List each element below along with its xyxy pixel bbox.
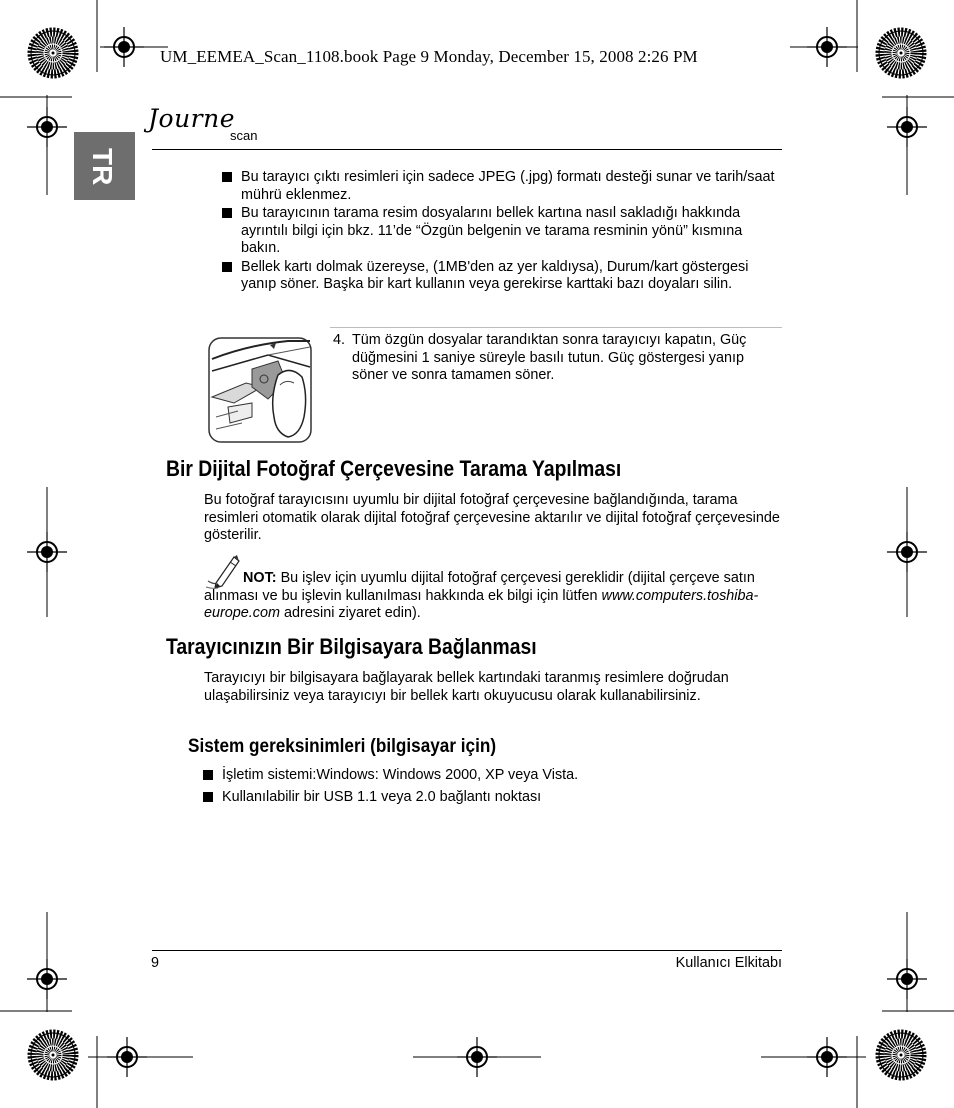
- section-paragraph-computer: Tarayıcıyı bir bilgisayara bağlayarak bellek kartındaki taranmış resimlere doğrudan ulaşabilirsiniz veya tarayıcıyı bir bellek kartı okuyucusu olarak kullanabilirsiniz.: [204, 670, 729, 704]
- note-paragraph: [204, 570, 784, 623]
- square-bullet-icon: [203, 770, 213, 780]
- toshiba-url-link[interactable]: www.computers.toshiba-europe.com: [204, 587, 759, 621]
- square-bullet-icon: [222, 208, 232, 218]
- logo-small-text: scan: [230, 128, 258, 143]
- list-item-text: Bellek kartı dolmak üzereyse, (1MB'den az yer kaldıysa), Durum/kart göstergesi yanıp söner. Başka bir kart kullanın veya gerekirse karttaki bazı doyaları silin.: [241, 258, 749, 292]
- file-info-header: UM_EEMEA_Scan_1108.book Page 9 Monday, December 15, 2008 2:26 PM: [160, 47, 698, 66]
- list-item: [203, 767, 783, 785]
- list-item-text: Kullanılabilir bir USB 1.1 veya 2.0 bağlantı noktası: [222, 788, 542, 805]
- subheading-system-requirements: Sistem gereksinimleri (bilgisayar için): [188, 735, 497, 757]
- section-heading-photo-frame: Bir Dijital Fotoğraf Çerçevesine Tarama Yapılması: [166, 456, 622, 481]
- step-text: Tüm özgün dosyalar tarandıktan sonra tarayıcıyı kapatın, Güç düğmesini 1 saniye süreyle basılı tutun. Güç göstergesi yanıp söner ve sonra tamamen söner.: [352, 332, 747, 383]
- page-number: 9: [151, 955, 160, 971]
- list-item-text: Bu tarayıcının tarama resim dosyalarını bellek kartına nasıl sakladığı hakkında ayrıntılı bilgi için bkz. 11’de “Özgün belgenin ve tarama resminin yönü” kısmına bakın.: [241, 205, 743, 256]
- list-item: [222, 169, 782, 204]
- list-item-text: Bu tarayıcı çıktı resimleri için sadece JPEG (.jpg) formatı desteği sunar ve tarih/saat mührü eklenmez.: [241, 169, 775, 203]
- step-rule: [330, 327, 782, 328]
- note-label: NOT:: [243, 570, 277, 586]
- step-4: [333, 332, 782, 385]
- list-item: [222, 205, 782, 258]
- language-tab-label: TR: [87, 148, 118, 186]
- square-bullet-icon: [222, 172, 232, 182]
- requirements-list: [203, 767, 783, 810]
- language-tab: [74, 132, 135, 200]
- power-button-illustration: [208, 337, 312, 443]
- section-heading-computer: Tarayıcınızın Bir Bilgisayara Bağlanması: [166, 634, 537, 659]
- note-text-after: adresini ziyaret edin).: [280, 605, 421, 621]
- section-paragraph-photo-frame: Bu fotoğraf tarayıcısını uyumlu bir dijital fotoğraf çerçevesine bağlandığında, tarama resimleri otomatik olarak dijital fotoğraf çerçevesine aktarılır ve dijital fotoğraf çerçevesinde gösterilir.: [204, 492, 780, 543]
- square-bullet-icon: [222, 262, 232, 272]
- footer-rule: [152, 950, 782, 951]
- step-number: 4.: [333, 332, 346, 348]
- journe-scan-logo: [148, 104, 278, 152]
- list-item: [203, 789, 783, 807]
- logo-script-text: Journe: [148, 104, 236, 133]
- list-item-text: İşletim sistemi:Windows: Windows 2000, XP veya Vista.: [222, 767, 579, 783]
- header-rule: [152, 149, 782, 150]
- square-bullet-icon: [203, 792, 213, 802]
- list-item: [222, 259, 782, 294]
- note-text-before: Bu işlev için uyumlu dijital fotoğraf çerçevesi gereklidir (dijital çerçeve satın alınması ve bu işlevin kullanılması hakkında ek bilgi için lütfen: [204, 570, 755, 604]
- intro-bullet-list: [222, 169, 782, 295]
- footer-title: Kullanıcı Elkitabı: [675, 955, 782, 971]
